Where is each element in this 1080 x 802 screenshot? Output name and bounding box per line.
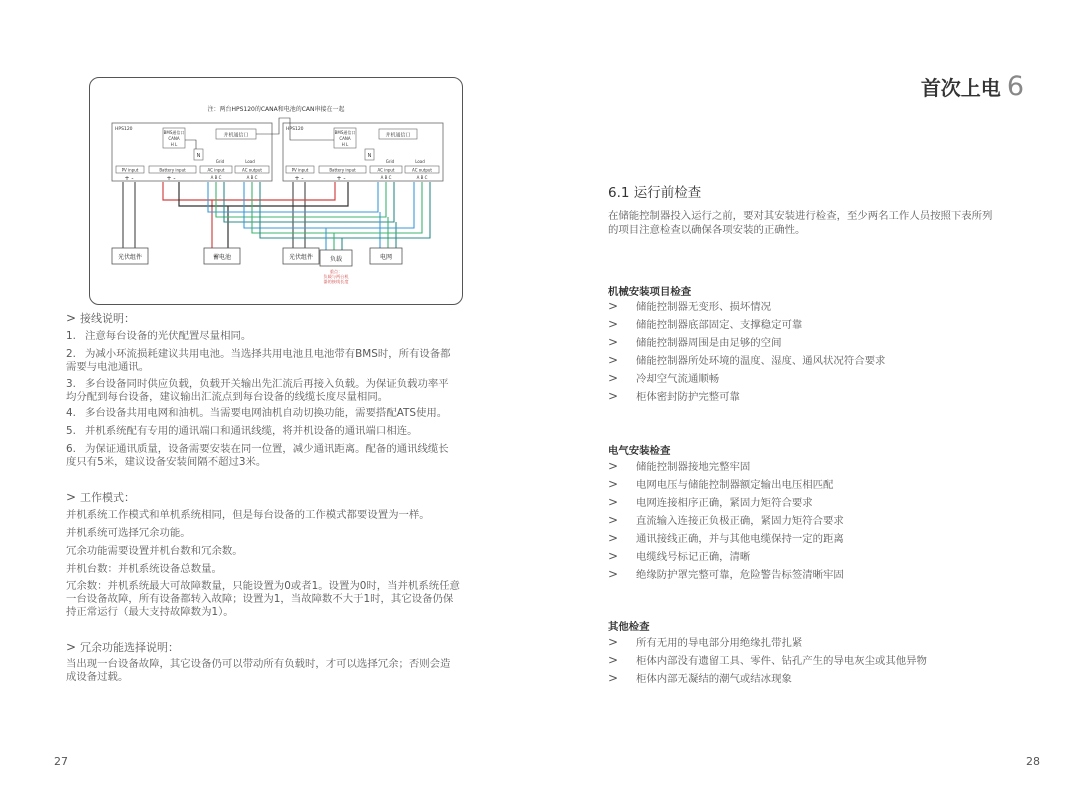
unit-1	[112, 123, 272, 182]
list-item	[608, 514, 844, 528]
chapter-number: 6	[1006, 71, 1024, 102]
list-item	[608, 654, 927, 668]
list-item-text: 柜体密封防护完整可靠	[636, 391, 740, 403]
unit-1-bms-line3: H L	[170, 142, 178, 147]
wiring-item-4-line1: 多台设备共用电网和油机。当需要电网油机自动切换功能，需要搭配ATS使用。	[85, 407, 448, 419]
group-title-electrical: 电气安装检查	[608, 445, 671, 457]
wiring-header-text: 接线说明：	[80, 312, 135, 325]
list-item	[608, 636, 802, 650]
wiring-item-2-line2: 需要与电池通讯。	[66, 361, 150, 373]
unit-1-port-ac-in: AC input	[207, 167, 225, 173]
list-item	[608, 672, 792, 686]
unit-1-label: HPS120	[115, 127, 133, 132]
redundancy-header	[66, 640, 179, 655]
list-item-text: 所有无用的导电部分用绝缘扎带扎紧	[636, 637, 803, 649]
unit-1-acout-abc: A B C	[246, 175, 258, 180]
list-item-text: 电缆线号标记正确，清晰	[636, 551, 751, 563]
group-title-mechanical: 机械安装项目检查	[608, 286, 692, 298]
mode-header	[66, 490, 135, 505]
list-item	[608, 372, 719, 386]
mode-header-text: 工作模式：	[80, 491, 135, 504]
unit-2-port-ac-out: AC output	[412, 167, 432, 173]
wiring-item-4-num: 4.	[66, 407, 76, 419]
unit-2-load: Load	[415, 159, 425, 164]
unit-2-bms-line1: BMS通信口	[334, 130, 356, 135]
chevron-icon: >	[608, 459, 619, 473]
chevron-icon: >	[608, 371, 619, 385]
chevron-icon: >	[608, 317, 619, 331]
wiring-item-2	[66, 348, 451, 374]
unit-2-bms-line2: CANA	[339, 136, 351, 141]
unit-2-label: HPS120	[286, 127, 304, 132]
unit-2-grid: Grid	[385, 159, 395, 164]
redundancy-paragraph	[66, 658, 450, 684]
mode-line-2: 并机系统可选择冗余功能。	[66, 527, 191, 539]
mode-line-4: 并机台数：并机系统设备总数量。	[66, 563, 222, 575]
unit-1-load: Load	[245, 159, 255, 164]
list-item-text: 储能控制器底部固定、支撑稳定可靠	[636, 319, 803, 331]
chevron-icon: >	[608, 477, 619, 491]
chevron-icon: >	[608, 531, 619, 545]
mode-redundancy-line1: 冗余数：并机系统最大可故障数量，只能设置为0或者1。设置为0时，当并机系统任意	[66, 580, 460, 592]
parallel-wiring-diagram	[89, 77, 463, 305]
wiring-item-5-line1: 并机系统配有专用的通讯端口和通讯线缆，将并机设备的通讯端口相连。	[85, 425, 418, 437]
chevron-icon: >	[608, 567, 619, 581]
unit-2-port-ac-in: AC input	[377, 167, 395, 173]
wiring-item-6-line1: 为保证通讯质量，设备需要安装在同一位置，减少通讯距离。配备的通讯线缆长	[85, 443, 449, 455]
unit-1-acin-abc: A B C	[210, 175, 222, 180]
list-item-text: 绝缘防护罩完整可靠，危险警告标签清晰牢固	[636, 569, 844, 581]
wiring-item-5-num: 5.	[66, 425, 76, 437]
wiring-item-2-line1: 为减小环流损耗建议共用电池。当选择共用电池且电池带有BMS时，所有设备都	[85, 348, 451, 360]
chapter-heading	[921, 71, 1024, 102]
unit-2-parallel-port: 并机通信口	[385, 132, 411, 139]
unit-1-bat-pm: + -	[166, 175, 176, 182]
right-page	[540, 0, 1080, 802]
wiring-item-6-num: 6.	[66, 443, 76, 455]
chevron-icon: >	[608, 549, 619, 563]
wiring-item-6	[66, 443, 449, 469]
unit-1-grid: Grid	[215, 159, 225, 164]
wiring-item-3-line1: 多台设备同时供应负载，负载开关输出先汇流后再接入负载。为保证负载功率平	[85, 378, 449, 390]
chevron-icon: >	[608, 653, 619, 667]
redundancy-line2: 成设备过载。	[66, 671, 129, 683]
box-pv-1: 光伏组件	[117, 254, 143, 261]
list-item-text: 直流输入连接正负极正确，紧固力矩符合要求	[636, 515, 844, 527]
chevron-icon: >	[608, 671, 619, 685]
list-item-text: 储能控制器所处环境的温度、湿度、通风状况符合要求	[636, 355, 886, 367]
ac-output-wires	[244, 182, 430, 250]
mode-redundancy-line3: 持正常运行（最大支持故障数为1）。	[66, 606, 234, 618]
list-item-text: 储能控制器周围是由足够的空间	[636, 337, 782, 349]
wiring-item-3-line2: 均分配到每台设备，建议输出汇流点到每台设备的线缆长度尽量相同。	[66, 391, 389, 403]
page-number-left: 27	[54, 755, 68, 768]
list-item	[608, 478, 833, 492]
chapter-title: 首次上电	[920, 76, 1001, 100]
chevron-icon: >	[66, 640, 77, 654]
unit-1-bms-line1: BMS通信口	[163, 130, 185, 135]
chevron-icon: >	[608, 513, 619, 527]
redundancy-header-text: 冗余功能选择说明：	[80, 641, 179, 654]
chevron-icon: >	[608, 389, 619, 403]
intro-line2: 的项目注意检查以确保各项安装的正确性。	[608, 224, 806, 236]
box-pv-2: 光伏组件	[288, 254, 314, 261]
list-item-text: 柜体内部无凝结的潮气或结冰现象	[636, 673, 792, 685]
chevron-icon: >	[608, 495, 619, 509]
unit-1-port-ac-out: AC output	[242, 167, 262, 173]
unit-2-bms-line3: H L	[341, 142, 349, 147]
wiring-item-4	[66, 407, 447, 420]
list-item	[608, 300, 771, 314]
list-item	[608, 390, 740, 404]
list-item-text: 电网连接相序正确，紧固力矩符合要求	[636, 497, 813, 509]
list-item-text: 通讯接线正确，并与其他电缆保持一定的距离	[636, 533, 844, 545]
group-title-other: 其他检查	[608, 621, 650, 633]
mode-redundancy-line2: 一台设备故障，所有设备都转入故障；设置为1，当故障数不大于1时，其它设备仍保	[66, 593, 454, 605]
mode-line-1: 并机系统工作模式和单机系统相同，但是每台设备的工作模式都要设置为一样。	[66, 509, 430, 521]
list-item-text: 冷却空气流通顺畅	[636, 373, 720, 385]
chevron-icon: >	[608, 353, 619, 367]
intro-line1: 在储能控制器投入运行之前，要对其安装进行检查，至少两名工作人员按照下表所列	[608, 210, 993, 222]
unit-1-bms-line2: CANA	[168, 136, 180, 141]
wiring-header	[66, 311, 135, 326]
unit-1-parallel-port: 并机通信口	[223, 132, 249, 139]
unit-2-acin-abc: A B C	[380, 175, 392, 180]
mode-line-3: 冗余功能需要设置并机台数和冗余数。	[66, 545, 243, 557]
wiring-item-1	[66, 330, 251, 343]
load-note-line2: 负载与两台机	[323, 274, 349, 279]
section-intro	[608, 209, 1008, 237]
wiring-item-5	[66, 425, 418, 438]
unit-1-port-battery: Battery input	[159, 167, 186, 173]
load-note-line3: 器的接线长度	[323, 279, 349, 284]
list-item	[608, 460, 750, 474]
wiring-item-1-line1: 注意每台设备的光伏配置尽量相同。	[85, 330, 252, 342]
wiring-item-2-num: 2.	[66, 348, 76, 360]
list-item-text: 柜体内部没有遗留工具、零件、钻孔产生的导电灰尘或其他异物	[636, 655, 927, 667]
wiring-item-1-num: 1.	[66, 330, 76, 342]
list-item	[608, 318, 802, 332]
redundancy-line1: 当出现一台设备故障，其它设备仍可以带动所有负载时，才可以选择冗余；否则会造	[66, 658, 451, 670]
box-load: 负载	[329, 256, 343, 263]
unit-1-port-pv: PV input	[121, 167, 139, 173]
unit-2-port-pv: PV input	[291, 167, 309, 173]
list-item	[608, 550, 750, 564]
page-number-right: 28	[1026, 755, 1040, 768]
wiring-item-3	[66, 378, 449, 404]
wiring-diagram-svg	[90, 78, 462, 304]
list-item	[608, 496, 813, 510]
unit-1-pv-pm: + -	[124, 175, 134, 182]
diagram-note: 注：两台HPS120的CANA和电池的CAN串接在一起	[207, 106, 345, 113]
comm-line-can	[185, 140, 196, 149]
chevron-icon: >	[608, 335, 619, 349]
chevron-icon: >	[608, 299, 619, 313]
mode-redundancy-paragraph	[66, 580, 460, 619]
load-note-line1: 重点：	[329, 269, 343, 274]
chevron-icon: >	[66, 490, 77, 504]
list-item-text: 储能控制器接地完整牢固	[636, 461, 751, 473]
section-title: 6.1 运行前检查	[608, 185, 702, 201]
list-item-text: 储能控制器无变形、损坏情况	[636, 301, 772, 313]
chevron-icon: >	[66, 311, 77, 325]
unit-2-bat-pm: + -	[336, 175, 346, 182]
box-battery: 蓄电池	[212, 254, 232, 261]
chevron-icon: >	[608, 635, 619, 649]
list-item	[608, 336, 781, 350]
ac-input-wires	[208, 182, 396, 250]
list-item-text: 电网电压与储能控制器额定输出电压相匹配	[636, 479, 834, 491]
list-item	[608, 568, 844, 582]
wiring-item-6-line2: 度只有5米，建议设备安装间隔不超过3米。	[66, 456, 267, 468]
list-item	[608, 354, 885, 368]
unit-2	[283, 123, 443, 182]
box-grid: 电网	[379, 254, 393, 261]
unit-2-acout-abc: A B C	[416, 175, 428, 180]
unit-2-pv-pm: + -	[294, 175, 304, 182]
wiring-item-3-num: 3.	[66, 378, 76, 390]
unit-2-n: N	[367, 153, 372, 159]
unit-1-n: N	[196, 153, 201, 159]
unit-2-port-battery: Battery input	[329, 167, 356, 173]
list-item	[608, 532, 844, 546]
